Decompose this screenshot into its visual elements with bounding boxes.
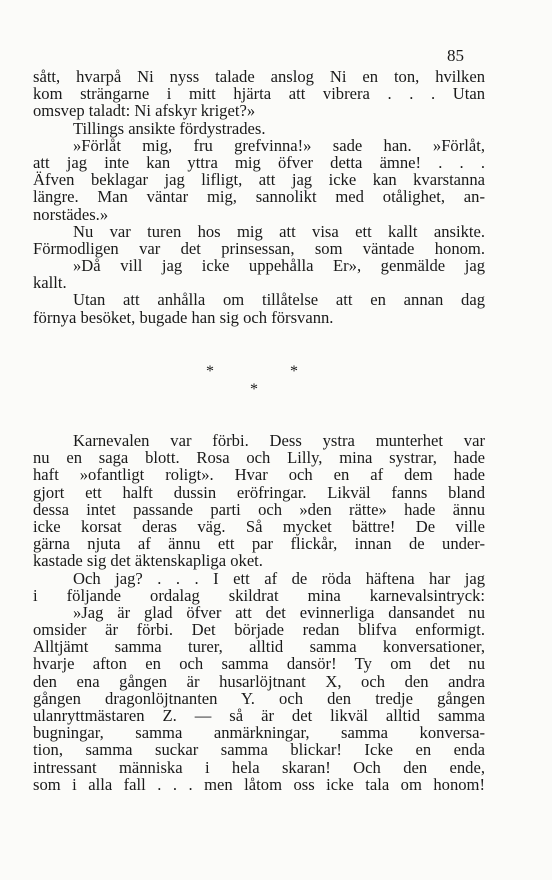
- text-line: Nu var turen hos mig att visa ett kallt ansikte.: [73, 221, 485, 241]
- text-line: den ena gången är husarlöjtnant X, och den andra: [33, 671, 485, 691]
- asterism-star-bottom: *: [250, 381, 258, 398]
- text-line: omsider är förbi. Det började redan blifva enformigt.: [33, 620, 485, 640]
- text-line: dessa intet passande parti och »den rätte» hade ännu: [33, 499, 485, 519]
- text-line: Och jag? . . . I ett af de röda häftena har jag: [73, 568, 485, 588]
- text-line: kallt.: [33, 273, 67, 293]
- paragraph-block-2: [33, 432, 485, 793]
- text-line: ulanryttmästaren Z. — så är det likväl alltid samma: [33, 706, 485, 725]
- text-line: längre. Man väntar mig, sannolikt med otålighet, an-: [33, 187, 485, 207]
- text-line: haft »ofantligt roligt». Hvar och en af dem hade: [33, 465, 485, 485]
- text-line: som i alla fall . . . men låtom oss icke tala om honom!: [33, 774, 485, 794]
- text-line: kastade sig det äktenskapliga oket.: [33, 551, 263, 571]
- asterism-divider: [0, 363, 552, 403]
- text-line: förnya besöket, bugade han sig och försvann.: [33, 307, 334, 327]
- paragraph-block-1: [33, 68, 485, 326]
- text-line: Äfven beklagar jag lifligt, att jag icke kan kvarstanna: [33, 170, 485, 190]
- text-line: Alltjämt samma turer, alltid samma konversationer,: [33, 637, 485, 657]
- text-line: hvarje afton en och samma dansör! Ty om det nu: [33, 654, 485, 674]
- text-line: Förmodligen var det prinsessan, som väntade honom.: [33, 238, 485, 258]
- text-line: »Då vill jag icke uppehålla Er», genmälde jag: [73, 256, 485, 276]
- text-line: bugningar, samma anmärkningar, samma konversa-: [33, 723, 485, 743]
- text-line: intressant människa i hela skaran! Och den ende,: [33, 757, 485, 777]
- text-line: Tillings ansikte fördystrades.: [73, 118, 266, 138]
- text-line: gjort ett halft dussin eröfringar. Likväl fanns bland: [33, 482, 485, 502]
- text-line: omsvep taladt: Ni afskyr kriget?»: [33, 101, 256, 121]
- text-line: icke korsat deras väg. Så mycket bättre! De ville: [33, 516, 485, 536]
- text-line: norstädes.»: [33, 204, 109, 224]
- text-line: »Förlåt mig, fru grefvinna!» sade han. »Förlåt,: [73, 135, 485, 155]
- page-number: 85: [447, 46, 464, 65]
- text-line: tion, samma suckar samma blickar! Icke en enda: [33, 740, 485, 760]
- text-line: kom strängarne i mitt hjärta att vibrera . . . Utan: [33, 84, 485, 104]
- text-line: Utan att anhålla om tillåtelse att en annan dag: [73, 290, 485, 310]
- text-line: gången dragonlöjtnanten Y. och den tredje gången: [33, 688, 485, 708]
- asterism-star-right: *: [290, 363, 298, 380]
- text-line: »Jag är glad öfver att det evinnerliga dansandet nu: [73, 602, 485, 622]
- text-line: Karnevalen var förbi. Dess ystra munterhet var: [73, 431, 485, 450]
- text-line: sått, hvarpå Ni nyss talade anslog Ni en ton, hvilken: [33, 67, 485, 86]
- text-line: i följande ordalag skildrat mina karnevalsintryck:: [33, 585, 485, 605]
- text-line: att jag inte kan yttra mig öfver detta ämne! . . .: [33, 152, 485, 172]
- asterism-star-left: *: [206, 363, 214, 380]
- text-line: gärna njuta af ännu ett par flickår, innan de under-: [33, 534, 485, 554]
- text-line: nu en saga blott. Rosa och Lilly, mina systrar, hade: [33, 448, 485, 468]
